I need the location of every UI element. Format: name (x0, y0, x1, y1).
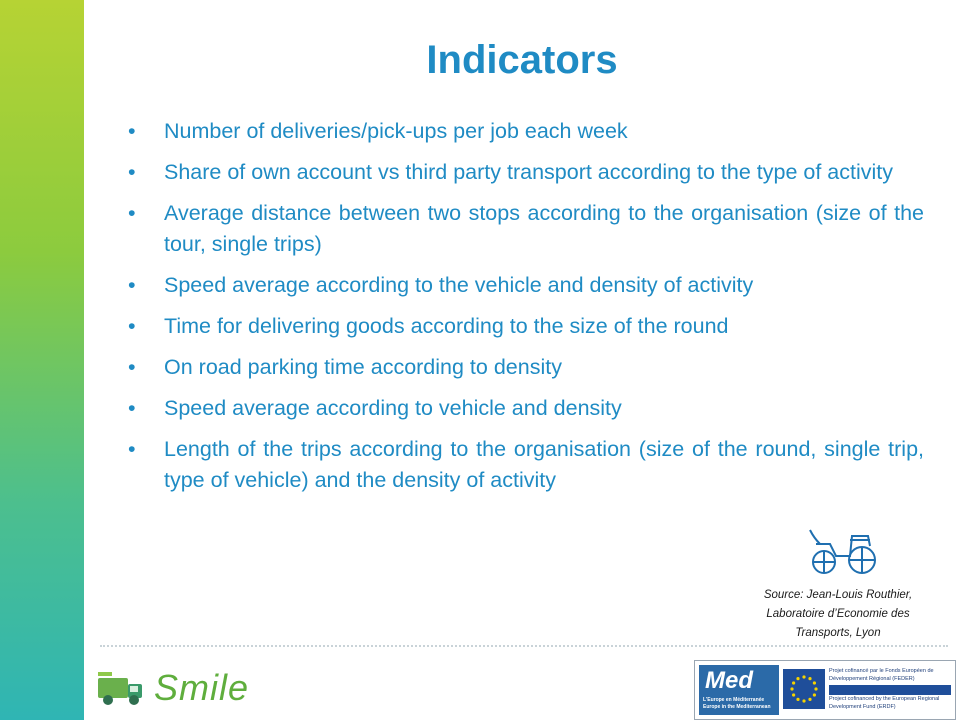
bullet-text: Length of the trips according to the organisation (size of the round, single trip, type of vehicle) and the density of activity (164, 437, 924, 492)
eu-flag-icon (783, 669, 825, 709)
sidebar-gradient (0, 0, 84, 720)
smile-logo-text: Smile (154, 667, 250, 708)
smile-logo (154, 660, 249, 716)
bullet-item (128, 116, 924, 147)
bullet-text: Share of own account vs third party transport according to the type of activity (164, 160, 893, 184)
slide-title: Indicators (426, 38, 618, 82)
bullet-list (128, 116, 924, 506)
carriage-icon (806, 526, 878, 576)
bullet-dot: • (128, 314, 136, 338)
bullet-item (128, 311, 924, 342)
bullet-item (128, 157, 924, 188)
bullet-text: Time for delivering goods according to the size of the round (164, 314, 729, 338)
bullet-text: On road parking time according to density (164, 355, 562, 379)
source-line: Transports, Lyon (795, 627, 881, 639)
bullet-text: Number of deliveries/pick-ups per job each week (164, 119, 628, 143)
bullet-item (128, 393, 924, 424)
funding-en: Project cofinanced by the European Regional Development Fund (ERDF) (829, 696, 940, 710)
source-line: Source: Jean-Louis Routhier, (763, 589, 913, 601)
med-caption: L'Europe en Méditerranée Europe in the Mediterranean (703, 697, 771, 710)
bullet-text: Average distance between two stops according to the organisation (size of the tour, single trips) (164, 201, 924, 256)
funding-color-bar (829, 685, 951, 695)
source-line: Laboratoire d’Economie des (766, 608, 910, 620)
source-credit (738, 586, 938, 643)
funding-fr: Projet cofinancé par le Fonds Européen de Développement Régional (FEDER) (829, 668, 934, 682)
footer-divider (100, 645, 948, 647)
bullet-text: Speed average according to the vehicle and density of activity (164, 273, 754, 297)
funding-banner (694, 660, 956, 720)
med-logo (699, 665, 779, 715)
bullet-text: Speed average according to vehicle and density (164, 396, 622, 420)
bullet-dot: • (128, 437, 136, 461)
bullet-dot: • (128, 119, 136, 143)
bullet-item (128, 198, 924, 260)
bullet-item (128, 434, 924, 496)
med-logo-text: Med (705, 667, 753, 694)
bullet-dot: • (128, 201, 136, 225)
bullet-dot: • (128, 396, 136, 420)
funding-text (829, 667, 951, 711)
bullet-item (128, 352, 924, 383)
bullet-dot: • (128, 355, 136, 379)
bullet-item (128, 270, 924, 301)
bullet-dot: • (128, 273, 136, 297)
bullet-dot: • (128, 160, 136, 184)
